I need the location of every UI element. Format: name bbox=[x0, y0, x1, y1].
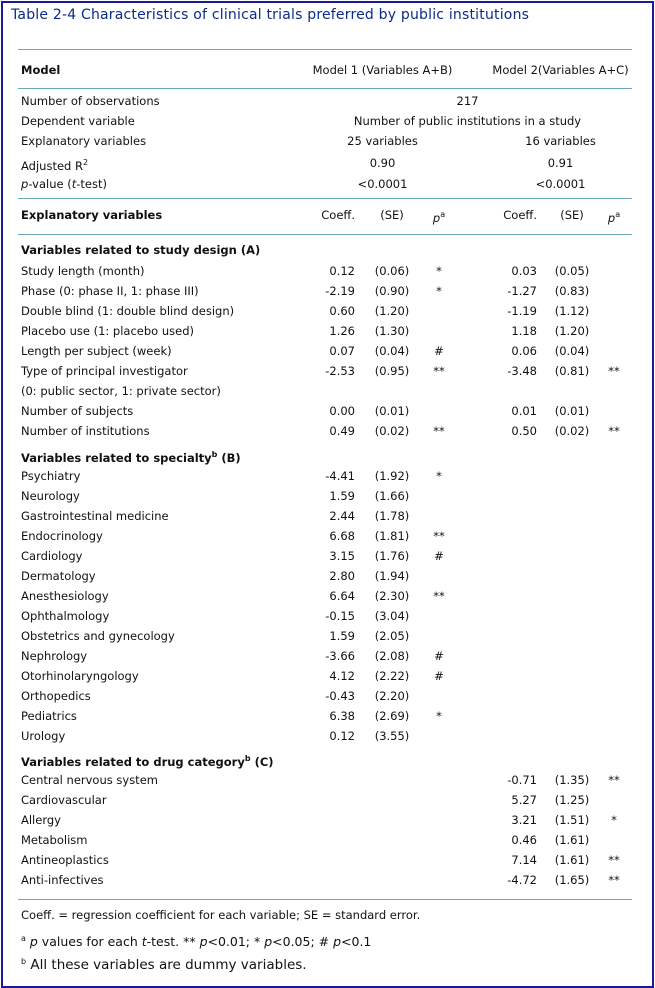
model2-se: (0.02) bbox=[554, 424, 590, 438]
model2-coeff: 3.21 bbox=[511, 813, 537, 827]
table-row bbox=[0, 850, 655, 870]
model2-se: (0.05) bbox=[554, 264, 590, 278]
model1-coeff: 3.15 bbox=[329, 549, 355, 563]
table-row bbox=[0, 466, 655, 486]
model2-coeff: -3.48 bbox=[507, 364, 537, 378]
variable-label: Dermatology bbox=[21, 569, 96, 583]
r2-m2: 0.91 bbox=[547, 156, 574, 170]
table-row bbox=[0, 301, 655, 321]
model2-coeff: 0.50 bbox=[511, 424, 537, 438]
obs-label: Number of observations bbox=[21, 94, 160, 108]
model2-coeff: -4.72 bbox=[507, 873, 537, 887]
table-row bbox=[0, 626, 655, 646]
model2-se: (1.20) bbox=[554, 324, 590, 338]
model2-significance: ** bbox=[608, 424, 620, 438]
model1-se: (2.69) bbox=[374, 709, 410, 723]
variable-label: Number of subjects bbox=[21, 404, 134, 418]
model2-se: (1.65) bbox=[554, 873, 590, 887]
dep-label: Dependent variable bbox=[21, 114, 135, 128]
table-row bbox=[0, 506, 655, 526]
model1-significance: * bbox=[436, 264, 442, 278]
summary-row bbox=[0, 174, 655, 194]
table-row bbox=[0, 486, 655, 506]
model1-se: (1.94) bbox=[374, 569, 410, 583]
model2-coeff: 0.06 bbox=[511, 344, 537, 358]
expl-m1: 25 variables bbox=[347, 134, 418, 148]
section-header bbox=[0, 749, 655, 769]
variable-label: Ophthalmology bbox=[21, 609, 110, 623]
variable-label: Psychiatry bbox=[21, 469, 81, 483]
model2-se: (1.35) bbox=[554, 773, 590, 787]
variable-label: Otorhinolaryngology bbox=[21, 669, 139, 683]
table-row bbox=[0, 321, 655, 341]
model1-significance: * bbox=[436, 469, 442, 483]
model2-coeff: 0.03 bbox=[511, 264, 537, 278]
p-header: $p^a$ bbox=[607, 210, 621, 225]
variable-label: Length per subject (week) bbox=[21, 344, 172, 358]
variable-label: Metabolism bbox=[21, 833, 88, 847]
model1-significance: ** bbox=[433, 364, 445, 378]
p-header: $p^a$ bbox=[432, 210, 446, 225]
table-row bbox=[0, 726, 655, 746]
model2-significance: ** bbox=[608, 364, 620, 378]
model2-significance: ** bbox=[608, 773, 620, 787]
table-row bbox=[0, 646, 655, 666]
model1-se: (2.30) bbox=[374, 589, 410, 603]
model2-se: (1.51) bbox=[554, 813, 590, 827]
section-b-title: Variables related to specialty$^b$ (B) bbox=[21, 450, 241, 465]
model1-se: (1.20) bbox=[374, 304, 410, 318]
model2-se: (0.04) bbox=[554, 344, 590, 358]
table-row bbox=[0, 686, 655, 706]
model2-coeff: 0.01 bbox=[511, 404, 537, 418]
model-header-row bbox=[0, 60, 655, 80]
variable-label: (0: public sector, 1: private sector) bbox=[21, 384, 221, 398]
section-header bbox=[0, 445, 655, 465]
model1-coeff: 0.07 bbox=[329, 344, 355, 358]
divider bbox=[18, 234, 632, 235]
variable-label: Gastrointestinal medicine bbox=[21, 509, 169, 523]
model1-se: (1.92) bbox=[374, 469, 410, 483]
section-c-title: Variables related to drug category$^b$ (C) bbox=[21, 754, 274, 769]
footnote-b: $^b$ All these variables are dummy variables. bbox=[21, 957, 307, 973]
model2-se: (1.61) bbox=[554, 833, 590, 847]
variable-label: Number of institutions bbox=[21, 424, 150, 438]
expl-label: Explanatory variables bbox=[21, 134, 147, 148]
variable-label: Type of principal investigator bbox=[21, 364, 188, 378]
model1-coeff: 1.59 bbox=[329, 629, 355, 643]
table-row bbox=[0, 421, 655, 441]
model2-coeff: -1.19 bbox=[507, 304, 537, 318]
variable-label: Allergy bbox=[21, 813, 61, 827]
model2-header: Model 2(Variables A+C) bbox=[492, 63, 629, 77]
section-a-title: Variables related to study design (A) bbox=[21, 243, 261, 257]
model1-coeff: 2.80 bbox=[329, 569, 355, 583]
divider bbox=[18, 49, 632, 50]
variable-label: Anesthesiology bbox=[21, 589, 109, 603]
model1-se: (0.06) bbox=[374, 264, 410, 278]
model1-se: (2.20) bbox=[374, 689, 410, 703]
table-row bbox=[0, 261, 655, 281]
model1-coeff: -0.15 bbox=[325, 609, 355, 623]
summary-row bbox=[0, 153, 655, 173]
variable-label: Phase (0: phase II, 1: phase III) bbox=[21, 284, 199, 298]
model1-significance: # bbox=[434, 344, 444, 358]
model1-se: (0.90) bbox=[374, 284, 410, 298]
table-row bbox=[0, 361, 655, 381]
variable-label: Antineoplastics bbox=[21, 853, 109, 867]
model2-se: (1.12) bbox=[554, 304, 590, 318]
table-row bbox=[0, 526, 655, 546]
model1-coeff: 2.44 bbox=[329, 509, 355, 523]
variable-label: Endocrinology bbox=[21, 529, 103, 543]
table-row bbox=[0, 281, 655, 301]
model1-coeff: 1.59 bbox=[329, 489, 355, 503]
se-header: (SE) bbox=[380, 208, 404, 222]
model-label: Model bbox=[21, 63, 61, 77]
variable-label: Urology bbox=[21, 729, 66, 743]
obs-value: 217 bbox=[456, 94, 479, 108]
table-row bbox=[0, 790, 655, 810]
model1-se: (1.76) bbox=[374, 549, 410, 563]
divider bbox=[18, 899, 632, 900]
summary-row bbox=[0, 131, 655, 151]
model1-se: (0.02) bbox=[374, 424, 410, 438]
model1-significance: * bbox=[436, 709, 442, 723]
variable-label: Cardiology bbox=[21, 549, 83, 563]
table-row bbox=[0, 401, 655, 421]
summary-row bbox=[0, 91, 655, 111]
model1-coeff: -0.43 bbox=[325, 689, 355, 703]
model1-header: Model 1 (Variables A+B) bbox=[312, 63, 453, 77]
model1-significance: # bbox=[434, 669, 444, 683]
table-row bbox=[0, 566, 655, 586]
coeff-header: Coeff. bbox=[321, 208, 355, 222]
model2-se: (1.25) bbox=[554, 793, 590, 807]
footnote-a: $^a$ p values for each t-test. ** p<0.01; * p<0.05; # p<0.1 bbox=[21, 934, 372, 949]
model1-se: (1.30) bbox=[374, 324, 410, 338]
model2-se: (0.81) bbox=[554, 364, 590, 378]
coeff-header: Coeff. bbox=[503, 208, 537, 222]
model1-se: (1.66) bbox=[374, 489, 410, 503]
model2-coeff: 7.14 bbox=[511, 853, 537, 867]
model2-se: (0.01) bbox=[554, 404, 590, 418]
model1-se: (2.05) bbox=[374, 629, 410, 643]
variable-label: Double blind (1: double blind design) bbox=[21, 304, 235, 318]
column-header-row bbox=[0, 205, 655, 225]
variable-label: Central nervous system bbox=[21, 773, 158, 787]
model1-coeff: 6.38 bbox=[329, 709, 355, 723]
model2-se: (1.61) bbox=[554, 853, 590, 867]
model1-significance: # bbox=[434, 649, 444, 663]
table-row bbox=[0, 606, 655, 626]
model2-significance: ** bbox=[608, 873, 620, 887]
table-row bbox=[0, 546, 655, 566]
model2-coeff: -1.27 bbox=[507, 284, 537, 298]
se-header: (SE) bbox=[560, 208, 584, 222]
model1-coeff: 0.60 bbox=[329, 304, 355, 318]
variable-label: Anti-infectives bbox=[21, 873, 104, 887]
model1-se: (1.78) bbox=[374, 509, 410, 523]
divider bbox=[18, 198, 632, 199]
variable-label: Obstetrics and gynecology bbox=[21, 629, 175, 643]
model2-coeff: 5.27 bbox=[511, 793, 537, 807]
model2-significance: ** bbox=[608, 853, 620, 867]
pval-m1: <0.0001 bbox=[357, 177, 408, 191]
table-title: Table 2-4 Characteristics of clinical trials preferred by public institutions bbox=[11, 7, 530, 23]
variable-label: Placebo use (1: placebo used) bbox=[21, 324, 194, 338]
expl-m2: 16 variables bbox=[525, 134, 596, 148]
model1-coeff: -4.41 bbox=[325, 469, 355, 483]
model1-coeff: 0.12 bbox=[329, 264, 355, 278]
model1-coeff: 6.64 bbox=[329, 589, 355, 603]
r2-label: Adjusted $R^2$ bbox=[21, 158, 89, 173]
model1-coeff: 0.49 bbox=[329, 424, 355, 438]
model1-se: (1.81) bbox=[374, 529, 410, 543]
dep-value: Number of public institutions in a study bbox=[353, 114, 582, 128]
variable-label: Orthopedics bbox=[21, 689, 91, 703]
table-row bbox=[0, 810, 655, 830]
variable-label: Cardiovascular bbox=[21, 793, 107, 807]
model1-se: (2.22) bbox=[374, 669, 410, 683]
table-row bbox=[0, 830, 655, 850]
model1-se: (3.04) bbox=[374, 609, 410, 623]
section-header bbox=[0, 240, 655, 260]
r2-m1: 0.90 bbox=[369, 156, 396, 170]
pval-label: p-value (t-test) bbox=[21, 177, 107, 191]
table-row bbox=[0, 770, 655, 790]
model1-se: (0.01) bbox=[374, 404, 410, 418]
model1-se: (0.95) bbox=[374, 364, 410, 378]
variable-label: Neurology bbox=[21, 489, 80, 503]
model1-se: (0.04) bbox=[374, 344, 410, 358]
pval-m2: <0.0001 bbox=[535, 177, 586, 191]
summary-row bbox=[0, 111, 655, 131]
table-row bbox=[0, 706, 655, 726]
table-row bbox=[0, 666, 655, 686]
model2-coeff: 0.46 bbox=[511, 833, 537, 847]
table-row bbox=[0, 341, 655, 361]
model1-significance: ** bbox=[433, 424, 445, 438]
variable-label: Nephrology bbox=[21, 649, 88, 663]
model2-coeff: 1.18 bbox=[511, 324, 537, 338]
model1-coeff: 0.00 bbox=[329, 404, 355, 418]
model1-significance: ** bbox=[433, 589, 445, 603]
model2-coeff: -0.71 bbox=[507, 773, 537, 787]
variable-label: Study length (month) bbox=[21, 264, 145, 278]
variable-label: Pediatrics bbox=[21, 709, 77, 723]
model2-significance: * bbox=[611, 813, 617, 827]
model1-coeff: 6.68 bbox=[329, 529, 355, 543]
model1-significance: ** bbox=[433, 529, 445, 543]
model1-se: (2.08) bbox=[374, 649, 410, 663]
divider bbox=[18, 88, 632, 89]
table-row bbox=[0, 586, 655, 606]
model1-coeff: 1.26 bbox=[329, 324, 355, 338]
model1-se: (3.55) bbox=[374, 729, 410, 743]
model1-coeff: -2.19 bbox=[325, 284, 355, 298]
model1-coeff: -2.53 bbox=[325, 364, 355, 378]
model1-significance: * bbox=[436, 284, 442, 298]
coeff-footnote: Coeff. = regression coefficient for each variable; SE = standard error. bbox=[21, 908, 421, 922]
explanatory-header: Explanatory variables bbox=[21, 208, 163, 222]
table-row bbox=[0, 381, 655, 401]
table-row bbox=[0, 870, 655, 890]
model1-significance: # bbox=[434, 549, 444, 563]
model1-coeff: 0.12 bbox=[329, 729, 355, 743]
model1-coeff: -3.66 bbox=[325, 649, 355, 663]
model2-se: (0.83) bbox=[554, 284, 590, 298]
model1-coeff: 4.12 bbox=[329, 669, 355, 683]
